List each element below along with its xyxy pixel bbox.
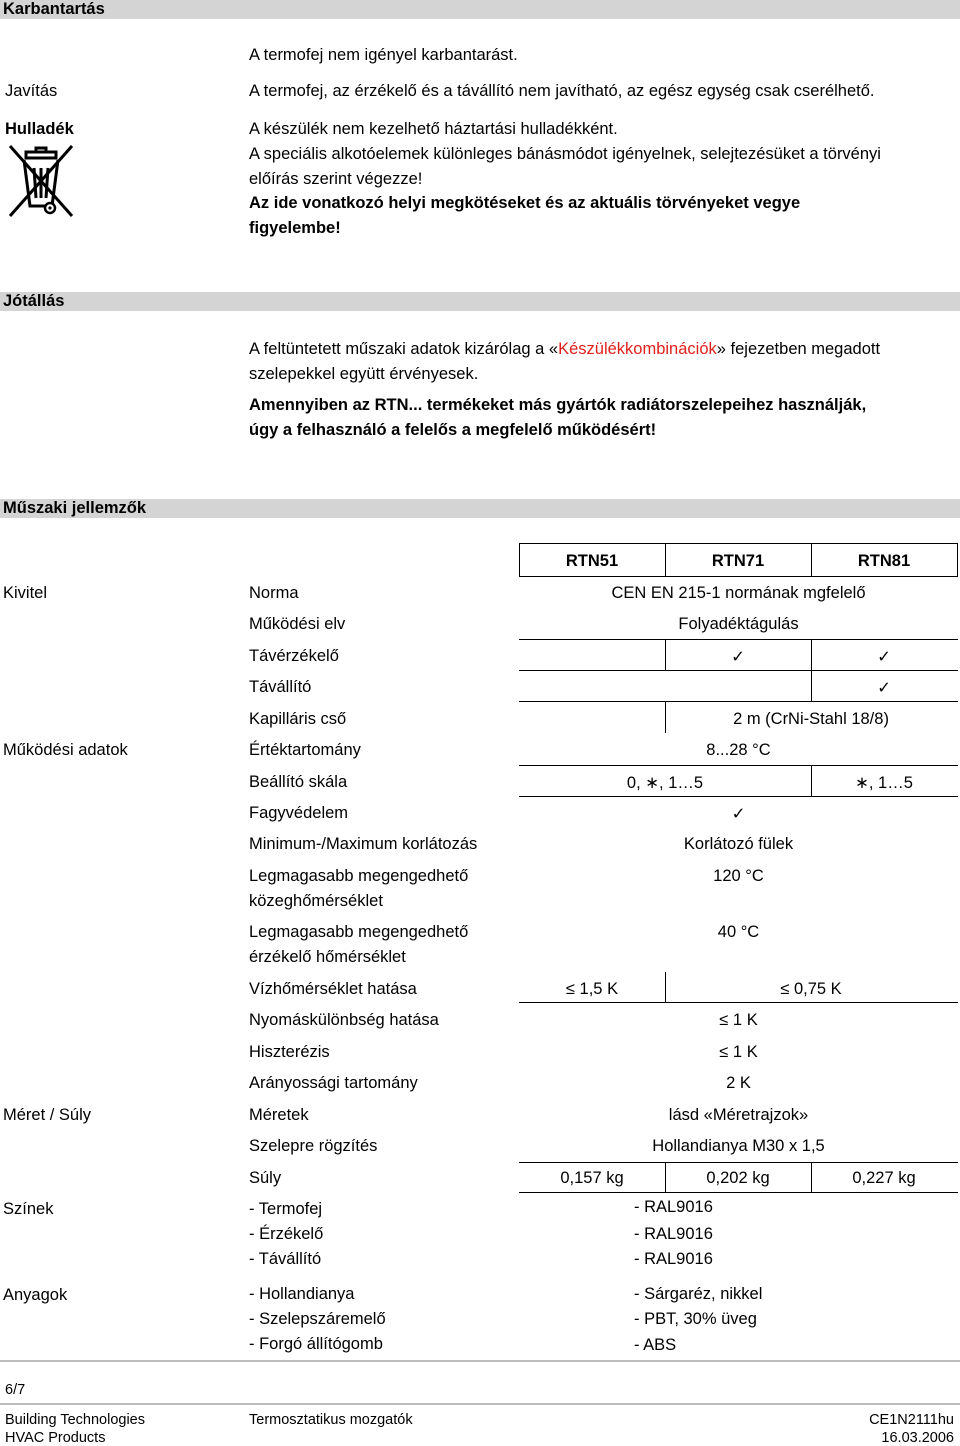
row-label: Méretek	[249, 1106, 309, 1124]
color-value: - RAL9016	[634, 1198, 713, 1216]
cell-value: CEN EN 215-1 normának mgfelelő	[611, 584, 866, 602]
cell-value: 0,157 kg	[560, 1169, 624, 1187]
row-separator	[519, 1192, 958, 1193]
row-label: Hiszterézis	[249, 1043, 330, 1061]
disposal-bold-1: Az ide vonatkozó helyi megkötéseket és az aktuális törvényeket vegye	[249, 194, 801, 212]
row-label: Távérzékelő	[249, 647, 339, 665]
model-header-rtn51: RTN51	[565, 552, 619, 570]
disposal-bold-2: figyelembe!	[249, 219, 341, 237]
material-value: - Sárgaréz, nikkel	[634, 1285, 763, 1303]
device-combinations-link[interactable]: Készülékkombinációk	[558, 340, 717, 358]
cell-value: ≤ 1 K	[719, 1011, 758, 1029]
row-label: Működési elv	[249, 615, 346, 633]
page-number: 6/7	[5, 1382, 26, 1398]
color-value: - RAL9016	[634, 1225, 713, 1243]
row-separator	[519, 765, 958, 766]
row-label: Legmagasabb megengedhető	[249, 923, 469, 941]
row-separator	[519, 639, 958, 640]
group-label-szinek: Színek	[3, 1200, 54, 1218]
cell-value: ≤ 0,75 K	[780, 980, 842, 998]
footer-date: 16.03.2006	[881, 1430, 954, 1446]
cell-value: ≤ 1,5 K	[565, 980, 619, 998]
material-value: - ABS	[634, 1336, 677, 1354]
warranty-bold-2: úgy a felhasználó a felelős a megfelelő működésért!	[249, 421, 657, 439]
table-vline	[957, 543, 958, 576]
cell-value: lásd «Méretrajzok»	[668, 1106, 809, 1124]
row-separator	[519, 670, 958, 671]
model-header-rtn71: RTN71	[711, 552, 765, 570]
disposal-line-3: előírás szerint végezze!	[249, 170, 423, 188]
row-label: Minimum-/Maximum korlátozás	[249, 835, 478, 853]
color-item: - Termofej	[249, 1200, 323, 1218]
cell-value: 0,227 kg	[852, 1169, 916, 1187]
row-label: Arányossági tartomány	[249, 1074, 418, 1092]
repair-label: Javítás	[5, 82, 58, 100]
warranty-line-2: szelepekkel együtt érvényesek.	[249, 365, 479, 383]
group-label-mukodesi: Működési adatok	[3, 741, 128, 759]
section-heading-warranty: Jótállás	[0, 292, 960, 311]
row-label: Értéktartomány	[249, 741, 361, 759]
check-icon: ✓	[877, 679, 891, 697]
cell-value: 8...28 °C	[706, 741, 771, 759]
material-value: - PBT, 30% üveg	[634, 1310, 757, 1328]
group-label-anyagok: Anyagok	[3, 1286, 68, 1304]
color-item: - Érzékelő	[249, 1225, 324, 1243]
footer-rule-top	[0, 1360, 960, 1362]
row-label: Súly	[249, 1169, 282, 1187]
cell-value: Hollandianya M30 x 1,5	[652, 1137, 825, 1155]
warranty-line-1-post: » fejezetben megadott	[716, 340, 881, 358]
check-icon: ✓	[731, 648, 745, 666]
row-label: Fagyvédelem	[249, 804, 349, 822]
footer-rule-bottom	[0, 1403, 960, 1405]
section-heading-technical: Műszaki jellemzők	[0, 499, 960, 518]
footer-company: Building Technologies	[5, 1412, 146, 1428]
cell-value: 0, ∗, 1…5	[626, 774, 704, 792]
warranty-line-1	[249, 340, 880, 359]
row-label: Nyomáskülönbség hatása	[249, 1011, 439, 1029]
cell-value: 120 °C	[713, 867, 764, 885]
cell-value: 2 K	[726, 1074, 751, 1092]
check-icon: ✓	[731, 805, 746, 823]
cell-value: Folyadéktágulás	[678, 615, 799, 633]
disposal-label: Hulladék	[5, 120, 74, 138]
row-separator	[519, 1162, 958, 1163]
row-label: közeghőmérséklet	[249, 892, 383, 910]
weee-bin-icon	[6, 140, 76, 222]
cell-value: 2 m (CrNi-Stahl 18/8)	[733, 710, 889, 728]
warranty-line-1-pre: A feltüntetett műszaki adatok kizárólag a «	[249, 340, 559, 358]
model-header-rtn81: RTN81	[857, 552, 911, 570]
repair-text: A termofej, az érzékelő és a távállító nem javítható, az egész egység csak cserélhető.	[249, 82, 875, 100]
maintenance-text: A termofej nem igényel karbantarást.	[249, 46, 518, 64]
row-separator	[519, 1002, 958, 1003]
row-label: Távállító	[249, 678, 312, 696]
row-label: Beállító skála	[249, 773, 348, 791]
row-separator	[519, 796, 958, 797]
cell-value: ∗, 1…5	[855, 774, 913, 792]
disposal-line-2: A speciális alkotóelemek különleges bánásmódot igényelnek, selejtezésüket a törvényi	[249, 145, 881, 163]
group-label-kivitel: Kivitel	[3, 584, 48, 602]
row-separator	[519, 701, 958, 702]
row-label: Kapilláris cső	[249, 710, 347, 728]
color-value: - RAL9016	[634, 1250, 713, 1268]
material-item: - Szelepszáremelő	[249, 1310, 386, 1328]
cell-value: ≤ 1 K	[719, 1043, 758, 1061]
material-item: - Hollandianya	[249, 1285, 355, 1303]
footer-division: HVAC Products	[5, 1430, 106, 1446]
cell-value: Korlátozó fülek	[683, 835, 794, 853]
section-heading-maintenance: Karbantartás	[0, 0, 960, 19]
row-label: Legmagasabb megengedhető	[249, 867, 469, 885]
footer-title: Termosztatikus mozgatók	[249, 1412, 413, 1428]
footer-doc-id: CE1N2111hu	[869, 1412, 954, 1428]
row-label: Norma	[249, 584, 299, 602]
cell-value: 40 °C	[717, 923, 760, 941]
warranty-bold-1: Amennyiben az RTN... termékeket más gyártók radiátorszelepeihez használják,	[249, 396, 867, 414]
group-label-meret: Méret / Súly	[3, 1106, 92, 1124]
row-separator	[519, 576, 958, 577]
color-item: - Távállító	[249, 1250, 322, 1268]
check-icon: ✓	[877, 648, 891, 666]
cell-value: 0,202 kg	[706, 1169, 770, 1187]
row-label: érzékelő hőmérséklet	[249, 948, 406, 966]
disposal-line-1: A készülék nem kezelhető háztartási hulladékként.	[249, 120, 618, 138]
material-item: - Forgó állítógomb	[249, 1335, 383, 1353]
row-label: Vízhőmérséklet hatása	[249, 980, 417, 998]
table-top-line	[519, 543, 958, 544]
row-label: Szelepre rögzítés	[249, 1137, 378, 1155]
